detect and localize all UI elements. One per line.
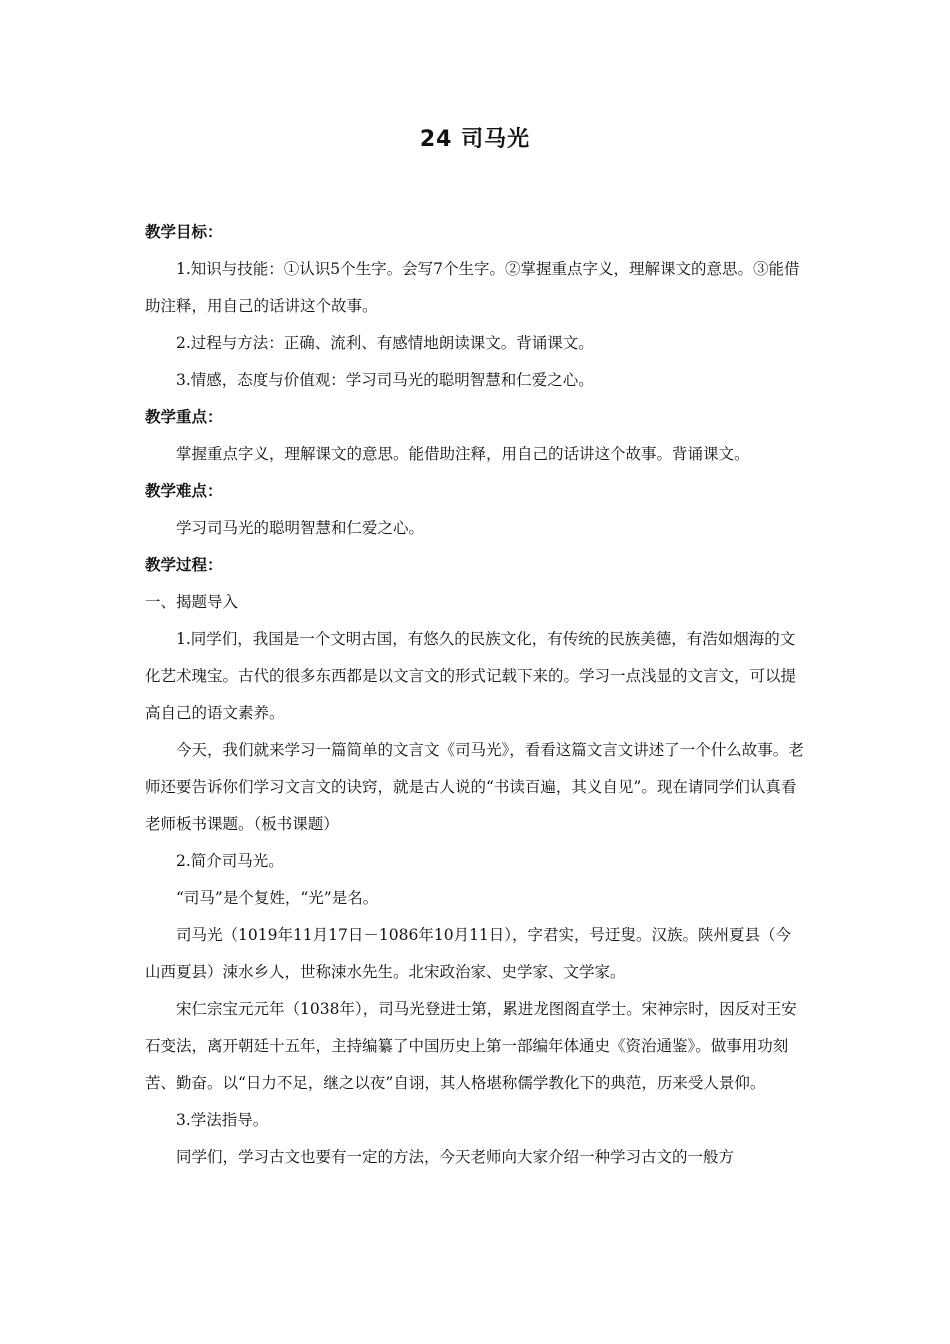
process-paragraph-8: 同学们，学习古文也要有一定的方法，今天老师向大家介绍一种学习古文的一般方 <box>176 1148 735 1166</box>
document-title: 24 司马光 <box>419 127 531 152</box>
difficulties-text: 学习司马光的聪明智慧和仁爱之心。 <box>176 519 425 537</box>
process-section-1: 一、揭题导入 <box>145 593 239 611</box>
process-paragraph-7: 3.学法指导。 <box>176 1111 269 1129</box>
goals-item-3: 3.情感，态度与价值观：学习司马光的聪明智慧和仁爱之心。 <box>176 371 594 389</box>
difficulties-heading: 教学难点： <box>145 482 223 500</box>
key-points-text: 掌握重点字义，理解课文的意思。能借助注释，用自己的话讲这个故事。背诵课文。 <box>176 445 750 463</box>
process-paragraph-4: “司马”是个复姓，“光”是名。 <box>176 889 379 907</box>
process-heading: 教学过程： <box>145 556 223 574</box>
process-paragraph-1: 1.同学们，我国是一个文明古国，有悠久的民族文化，有传统的民族美德，有浩如烟海的文化艺术瑰宝。古代的很多东西都是以文言文的形式记载下来的。学习一点浅显的文言文，可以提高自己的语文素养。 <box>145 630 797 722</box>
process-paragraph-5: 司马光（1019年11月17日－1086年10月11日），字君实，号迂叟。汉族。陕州夏县（今山西夏县）涑水乡人，世称涑水先生。北宋政治家、史学家、文学家。 <box>145 926 792 981</box>
process-paragraph-3: 2.简介司马光。 <box>176 852 284 870</box>
goals-item-2: 2.过程与方法：正确、流利、有感情地朗读课文。背诵课文。 <box>176 334 594 352</box>
process-paragraph-6: 宋仁宗宝元元年（1038年），司马光登进士第，累进龙图阁直学士。宋神宗时，因反对王安石变法，离开朝廷十五年，主持编纂了中国历史上第一部编年体通史《资治通鉴》。做事用功刻苦、勤奋。以“日力不足，继之以夜”自诩，其人格堪称儒学教化下的典范，历来受人景仰。 <box>145 1000 797 1092</box>
goals-item-1: 1.知识与技能：①认识5个生字。会写7个生字。②掌握重点字义，理解课文的意思。③能借助注释，用自己的话讲这个故事。 <box>145 260 800 315</box>
goals-heading: 教学目标： <box>145 223 223 241</box>
process-paragraph-2: 今天，我们就来学习一篇简单的文言文《司马光》，看看这篇文言文讲述了一个什么故事。老师还要告诉你们学习文言文的诀窍，就是古人说的“书读百遍，其义自见”。现在请同学们认真看老师板书课题。（板书课题） <box>145 741 804 833</box>
key-points-heading: 教学重点： <box>145 408 223 426</box>
document-body <box>145 214 805 1176</box>
